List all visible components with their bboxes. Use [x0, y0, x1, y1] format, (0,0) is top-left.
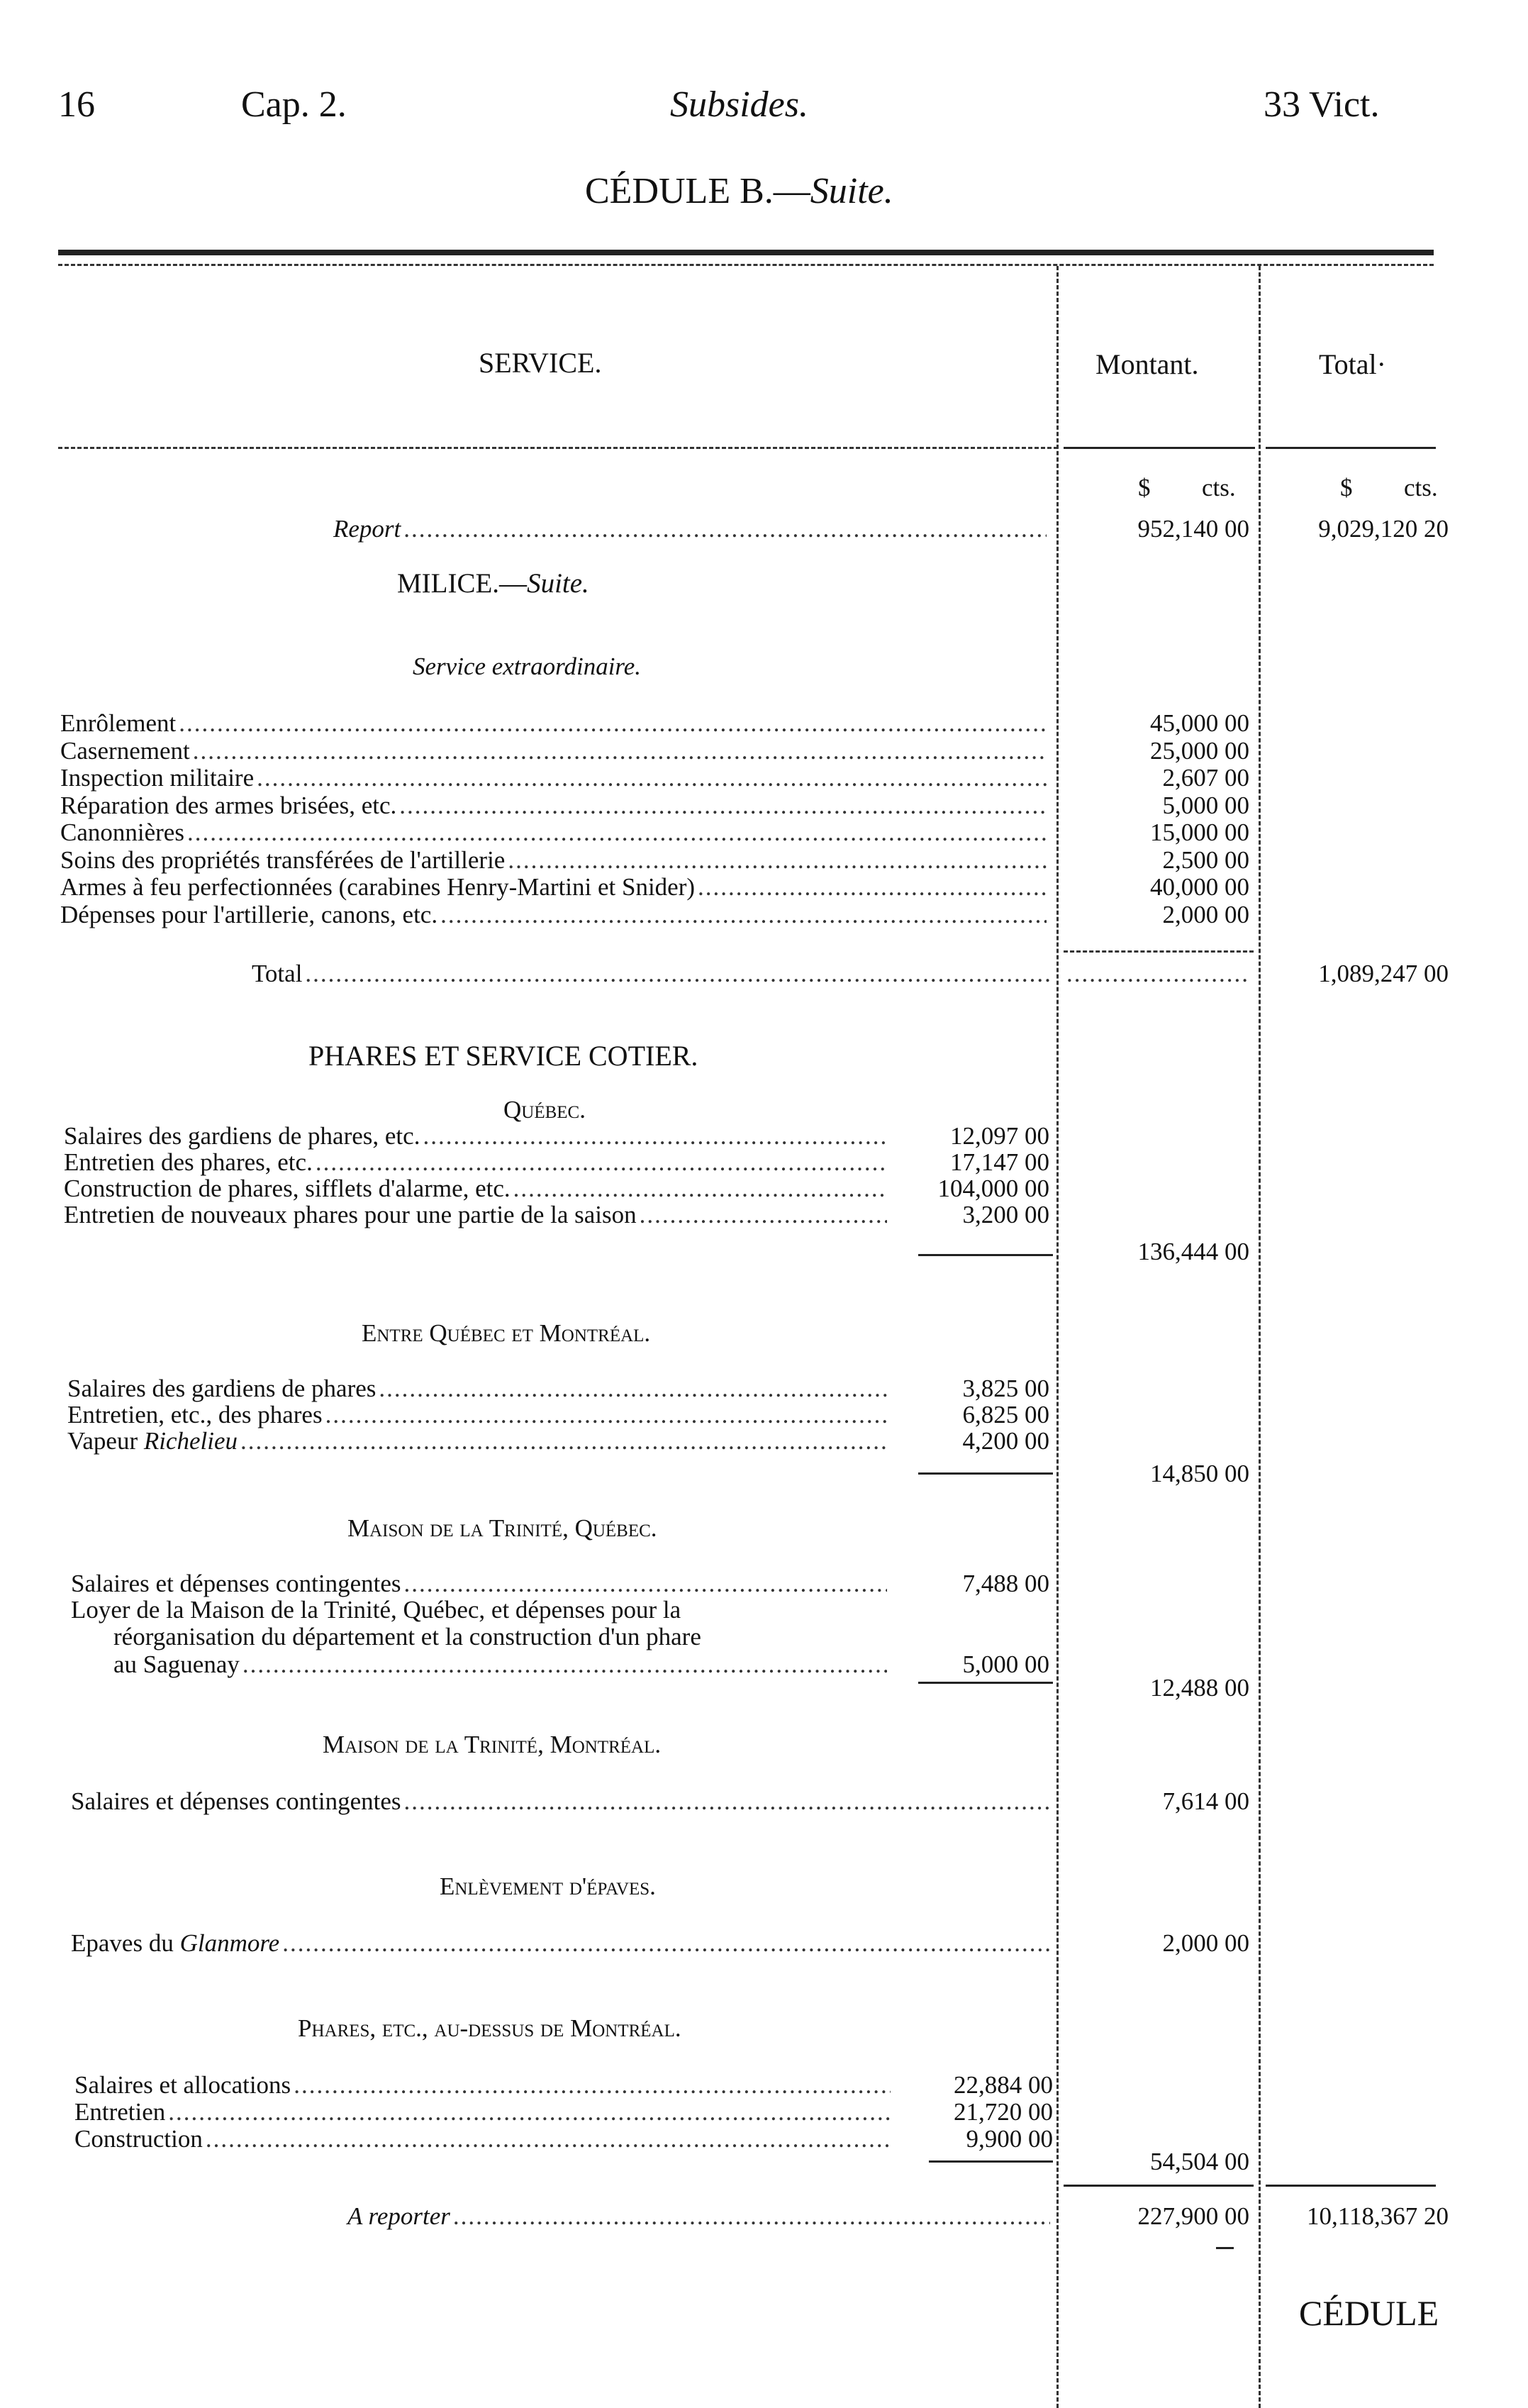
header-rule-montant [1064, 447, 1255, 449]
entre-item-1 [67, 1401, 890, 1429]
quebec-title: Québec. [503, 1096, 586, 1123]
entre-subtotal-rule [918, 1472, 1053, 1475]
quebec-item-3-label: Entretien de nouveaux phares pour une partie de la saison [64, 1201, 637, 1228]
epaves-item-label-prefix: Epaves du [71, 1929, 180, 1957]
entre-item-1-label: Entretien, etc., des phares [67, 1401, 323, 1428]
milice-item-3-amount: 5,000 00 [1162, 791, 1249, 819]
entre-item-2-label [67, 1427, 238, 1455]
quebec-item-2 [64, 1175, 890, 1203]
entre-item-0-amount: 3,825 00 [962, 1375, 1049, 1402]
milice-item-4-label: Canonnières [60, 819, 184, 846]
milice-item-1-label: Casernement [60, 736, 190, 765]
column-divider-total [1259, 266, 1261, 2408]
trinite-quebec-subtotal: 12,488 00 [1150, 1674, 1249, 1702]
milice-item-6-label: Armes à feu perfectionnées (carabines Henry-Martini et Snider) [60, 873, 696, 901]
milice-total-row [252, 960, 1053, 988]
quebec-item-2-label: Construction de phares, sifflets d'alarme, etc. [64, 1175, 511, 1202]
entre-item-2 [67, 1427, 890, 1455]
trinite-quebec-item-2-amount: 5,000 00 [962, 1650, 1049, 1678]
schedule-title [585, 170, 893, 212]
milice-subtitle: Service extraordinaire. [413, 653, 642, 680]
report-label: Report [333, 515, 401, 543]
au-dessus-subtotal-rule [929, 2160, 1053, 2163]
trinite-montreal-item-label: Salaires et dépenses contingentes [71, 1787, 401, 1815]
quebec-item-0 [64, 1122, 890, 1150]
quebec-item-2-amount: 104,000 00 [937, 1175, 1049, 1202]
header-rule-total [1266, 447, 1436, 449]
milice-item-6-amount: 40,000 00 [1150, 873, 1249, 901]
total-column-header: Total· [1319, 348, 1386, 380]
au-dessus-item-1 [74, 2098, 893, 2126]
au-dessus-item-1-amount: 21,720 00 [954, 2098, 1053, 2126]
a-reporter-rule-montant [1064, 2185, 1254, 2187]
milice-item-4 [60, 819, 1049, 847]
dollar-sign-montant: $ [1138, 474, 1151, 501]
a-reporter-total: 10,118,367 20 [1307, 2202, 1449, 2230]
trinite-quebec-item-2 [113, 1650, 890, 1679]
milice-item-7-label: Dépenses pour l'artillerie, canons, etc. [60, 900, 438, 928]
epaves-item-label [71, 1929, 279, 1958]
entre-item-2-label-prefix: Vapeur [67, 1427, 144, 1455]
entre-subtotal: 14,850 00 [1150, 1460, 1249, 1487]
schedule-title-suffix: Suite. [810, 171, 893, 211]
milice-item-4-amount: 15,000 00 [1150, 819, 1249, 846]
report-montant: 952,140 00 [1137, 515, 1249, 543]
milice-total-label: Total [252, 960, 303, 987]
trinite-quebec-item-1-amount: 7,488 00 [962, 1570, 1049, 1597]
quebec-item-3-amount: 3,200 00 [962, 1201, 1049, 1228]
au-dessus-item-2-amount: 9,900 00 [966, 2125, 1053, 2153]
trinite-quebec-subtotal-rule [918, 1682, 1053, 1684]
a-reporter-row [347, 2202, 1053, 2231]
milice-item-1-amount: 25,000 00 [1150, 736, 1249, 765]
act-label: 33 Vict. [1264, 84, 1380, 125]
milice-item-3-label: Réparation des armes brisées, etc. [60, 791, 397, 819]
quebec-item-3 [64, 1201, 890, 1229]
milice-item-0 [60, 709, 1049, 738]
quebec-item-1 [64, 1148, 890, 1177]
au-dessus-item-0-amount: 22,884 00 [954, 2071, 1053, 2099]
catchword: CÉDULE [1299, 2293, 1439, 2333]
milice-item-5-label: Soins des propriétés transférées de l'artillerie [60, 845, 506, 874]
milice-title-suffix: Suite. [527, 568, 589, 599]
trinite-montreal-amount: 7,614 00 [1162, 1787, 1249, 1815]
dollar-sign-total: $ [1340, 474, 1353, 501]
epaves-item [71, 1929, 1053, 1958]
milice-total-amount: 1,089,247 00 [1318, 960, 1449, 987]
au-dessus-title: Phares, etc., au-dessus de Montréal. [298, 2014, 681, 2042]
milice-item-7 [60, 901, 1049, 929]
trinite-quebec-item-2-line-3: au Saguenay [113, 1650, 240, 1678]
a-reporter-short-rule [1216, 2247, 1234, 2249]
top-rule-thin [58, 264, 1434, 266]
a-reporter-montant: 227,900 00 [1137, 2202, 1249, 2230]
milice-item-2-amount: 2,607 00 [1162, 764, 1249, 792]
milice-title [397, 567, 589, 599]
entre-item-0-label: Salaires des gardiens de phares [67, 1375, 377, 1402]
entre-item-0 [67, 1375, 890, 1403]
report-total: 9,029,120 20 [1318, 515, 1449, 543]
milice-item-7-amount: 2,000 00 [1162, 900, 1249, 928]
au-dessus-item-0-label: Salaires et allocations [74, 2071, 291, 2099]
quebec-item-0-amount: 12,097 00 [950, 1122, 1049, 1150]
au-dessus-item-2-label: Construction [74, 2125, 203, 2153]
trinite-quebec-item-1 [71, 1570, 890, 1598]
milice-item-0-label: Enrôlement [60, 709, 177, 737]
header-rule-service [58, 447, 1058, 449]
trinite-quebec-item-2-line-1: Loyer de la Maison de la Trinité, Québec, et dépenses pour la [71, 1596, 681, 1624]
au-dessus-item-0 [74, 2071, 893, 2099]
quebec-item-0-label: Salaires des gardiens de phares, etc. [64, 1122, 420, 1150]
milice-item-2 [60, 764, 1049, 792]
a-reporter-label: A reporter [347, 2202, 450, 2230]
entre-item-2-amount: 4,200 00 [962, 1427, 1049, 1455]
milice-item-2-label: Inspection militaire [60, 764, 255, 792]
service-column-header: SERVICE. [479, 347, 602, 379]
au-dessus-subtotal: 54,504 00 [1150, 2148, 1249, 2175]
cts-montant: cts. [1202, 474, 1236, 501]
schedule-title-main: CÉDULE B.— [585, 171, 810, 211]
a-reporter-rule-total [1266, 2185, 1436, 2187]
au-dessus-item-2 [74, 2125, 893, 2153]
au-dessus-item-1-label: Entretien [74, 2098, 166, 2126]
milice-total-dots [1064, 960, 1251, 988]
trinite-montreal-item [71, 1787, 1053, 1816]
top-rule [58, 250, 1434, 255]
report-row [333, 515, 1049, 543]
milice-item-5-amount: 2,500 00 [1162, 845, 1249, 874]
epaves-amount: 2,000 00 [1162, 1929, 1249, 1957]
montant-column-header: Montant. [1095, 348, 1199, 380]
trinite-quebec-title: Maison de la Trinité, Québec. [347, 1514, 657, 1542]
milice-amount-rule [1064, 950, 1254, 953]
subject-title: Subsides. [670, 84, 808, 125]
quebec-item-1-amount: 17,147 00 [950, 1148, 1049, 1176]
milice-title-main: MILICE.— [397, 568, 528, 599]
milice-item-6 [60, 873, 1049, 901]
epaves-title: Enlèvement d'épaves. [440, 1872, 656, 1900]
milice-item-0-amount: 45,000 00 [1150, 709, 1249, 737]
milice-item-3 [60, 792, 1049, 820]
cts-total: cts. [1404, 474, 1438, 501]
trinite-quebec-item-2-line-2: réorganisation du département et la construction d'un phare [113, 1623, 701, 1650]
entre-title: Entre Québec et Montréal. [362, 1319, 651, 1347]
quebec-subtotal: 136,444 00 [1137, 1238, 1249, 1265]
column-divider-montant [1056, 266, 1059, 2408]
chapter-label: Cap. 2. [241, 84, 347, 125]
milice-item-5 [60, 846, 1049, 875]
page-number: 16 [58, 84, 95, 125]
epaves-item-label-ship: Glanmore [179, 1929, 280, 1957]
entre-item-2-label-italic: Richelieu [143, 1427, 238, 1455]
quebec-subtotal-rule [918, 1254, 1053, 1256]
quebec-item-1-label: Entretien des phares, etc. [64, 1148, 313, 1176]
entre-item-1-amount: 6,825 00 [962, 1401, 1049, 1428]
trinite-quebec-item-1-label: Salaires et dépenses contingentes [71, 1570, 401, 1597]
phares-title: PHARES ET SERVICE COTIER. [308, 1040, 698, 1072]
milice-item-1 [60, 737, 1049, 765]
trinite-montreal-title: Maison de la Trinité, Montréal. [323, 1731, 662, 1758]
